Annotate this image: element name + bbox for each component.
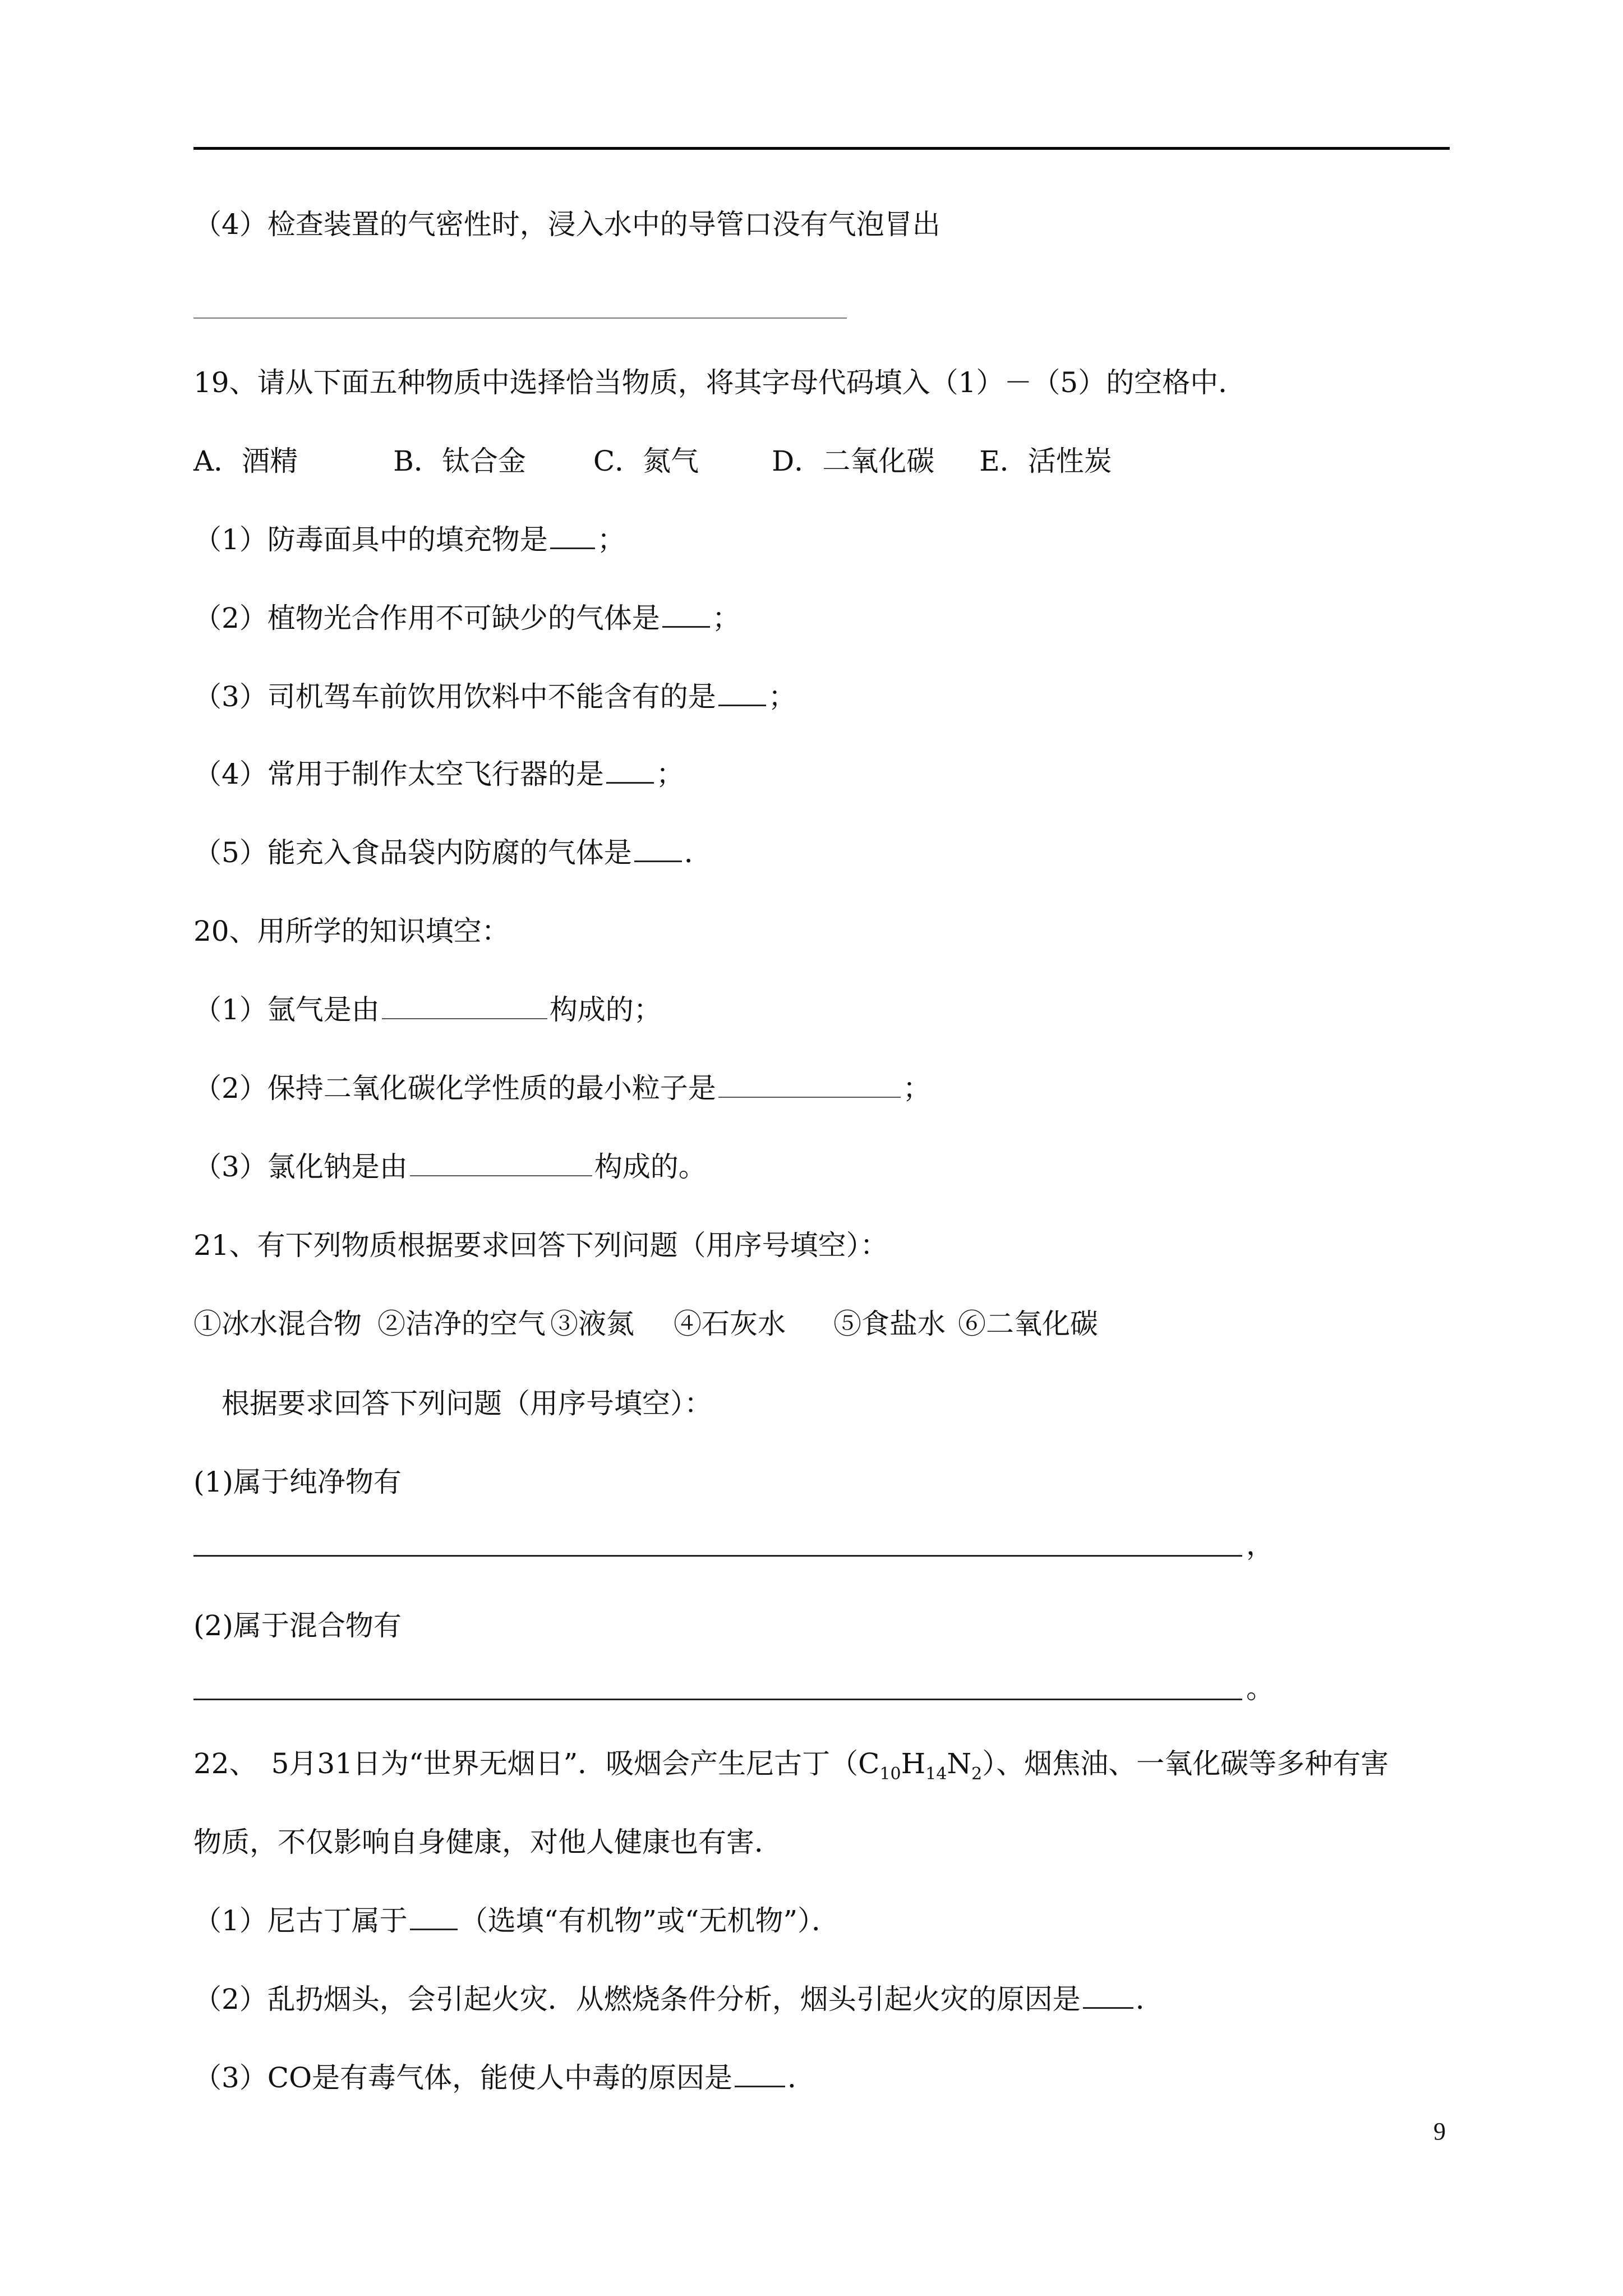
q20-item1-blank[interactable] (382, 992, 547, 1019)
q22-item3-text: （3）CO是有毒气体，能使人中毒的原因是 (193, 2062, 733, 2094)
q22-item2-blank[interactable] (1083, 1981, 1133, 2009)
q21-substance-5: ⑤食盐水 (833, 1308, 946, 1340)
q19-item1-text: （1）防毒面具中的填充物是 (193, 523, 548, 556)
q21-item2-end: 。 (1246, 1672, 1274, 1705)
q19-item3-text: （3）司机驾车前饮用饮料中不能含有的是 (193, 680, 716, 713)
q22-sub-nitrogen: 2 (971, 1764, 983, 1784)
q19-item4-end: ； (656, 758, 684, 790)
q22-item3-blank[interactable] (735, 2060, 785, 2087)
q20-item3-blank[interactable] (410, 1149, 592, 1176)
q19-item3-end: ； (768, 680, 796, 713)
q19-item1-end: ； (597, 523, 625, 556)
q21-item2: (2)属于混合物有 (193, 1609, 402, 1642)
q20-item3-end: 构成的。 (594, 1151, 707, 1183)
header-rule (193, 147, 1450, 150)
q21-item1: (1)属于纯净物有 (193, 1466, 402, 1498)
q18-item4: （4）检查装置的气密性时，浸入水中的导管口没有气泡冒出 (193, 208, 940, 241)
q22-item1-end: （选填“有机物”或“无机物”）． (459, 1904, 840, 1937)
q21-stem: 21、有下列物质根据要求回答下列问题（用序号填空）： (193, 1229, 888, 1262)
q19-item2-text: （2）植物光合作用不可缺少的气体是 (193, 602, 660, 634)
q19-option-e: E．活性炭 (979, 445, 1112, 477)
q19-item5-blank[interactable] (634, 835, 682, 862)
q22-n: N (947, 1747, 972, 1780)
q19-item2 (193, 600, 740, 636)
q20-item2-end: ； (902, 1072, 931, 1105)
q21-substance-3: ③液氮 (550, 1308, 634, 1340)
q20-item3-text: （3）氯化钠是由 (193, 1151, 408, 1183)
q22-sub-hydrogen: 14 (925, 1764, 947, 1784)
q22-stem-a: 22、 5月31日为“世界无烟日”．吸烟会产生尼古丁（C (193, 1747, 880, 1780)
q21-item2-answer-line[interactable] (193, 1699, 1242, 1700)
q20-item2 (193, 1070, 931, 1106)
q19-item5-end: ． (684, 836, 712, 869)
q22-item1-blank[interactable] (410, 1903, 458, 1930)
q20-item2-text: （2）保持二氧化碳化学性质的最小粒子是 (193, 1072, 716, 1105)
q22-stem-line2: 物质，不仅影响自身健康，对他人健康也有害． (193, 1826, 782, 1858)
q19-option-c: C．氮气 (593, 445, 699, 477)
q21-item1-end: ， (1246, 1529, 1274, 1561)
q22-item2 (193, 1981, 1164, 2017)
q22-item2-end: ． (1135, 1983, 1164, 2016)
q22-sub-carbon: 10 (879, 1764, 901, 1784)
q22-item1-text: （1）尼古丁属于 (193, 1904, 408, 1937)
q22-item1 (193, 1903, 840, 1939)
q22-item3 (193, 2060, 815, 2096)
q19-option-d: D．二氧化碳 (772, 445, 935, 477)
q20-item1 (193, 992, 662, 1028)
q22-item3-end: ． (787, 2062, 816, 2094)
q19-stem: 19、请从下面五种物质中选择恰当物质，将其字母代码填入（1）－（5）的空格中． (193, 366, 1247, 399)
q19-item3-blank[interactable] (718, 679, 766, 706)
q22-stem-line1 (193, 1746, 1389, 1782)
q19-item4 (193, 756, 684, 792)
q21-substance-2: ②洁净的空气 (377, 1308, 546, 1340)
q21-instruction: 根据要求回答下列问题（用序号填空）： (222, 1387, 712, 1420)
q19-item2-end: ； (712, 602, 740, 634)
q19-option-b: B．钛合金 (393, 445, 526, 477)
q20-stem: 20、用所学的知识填空： (193, 915, 510, 947)
q19-item1-blank[interactable] (550, 522, 595, 549)
q22-item2-text: （2）乱扔烟头，会引起火灾．从燃烧条件分析，烟头引起火灾的原因是 (193, 1983, 1081, 2016)
q21-substance-6: ⑥二氧化碳 (958, 1308, 1098, 1340)
q19-item4-text: （4）常用于制作太空飞行器的是 (193, 758, 604, 790)
q20-item2-blank[interactable] (718, 1071, 901, 1098)
q21-item1-answer-line[interactable] (193, 1555, 1242, 1557)
q20-item3 (193, 1149, 707, 1185)
q18-answer-line[interactable] (193, 318, 847, 319)
q22-stem-b: ）、烟焦油、一氧化碳等多种有害 (982, 1747, 1389, 1780)
q19-item5 (193, 835, 712, 871)
q19-options (193, 443, 1112, 479)
q19-item3 (193, 679, 796, 715)
q21-substance-1: ①冰水混合物 (193, 1308, 362, 1340)
q19-item1 (193, 522, 625, 558)
q19-item4-blank[interactable] (606, 756, 654, 784)
q19-item2-blank[interactable] (662, 600, 710, 628)
q19-option-a: A．酒精 (193, 445, 298, 477)
page-number: 9 (1433, 2118, 1446, 2145)
q19-item5-text: （5）能充入食品袋内防腐的气体是 (193, 836, 632, 869)
q21-substance-4: ④石灰水 (674, 1308, 786, 1340)
q20-item1-end: 构成的； (549, 993, 662, 1026)
q21-substances (193, 1306, 1098, 1342)
q22-h: H (901, 1747, 926, 1780)
q20-item1-text: （1）氩气是由 (193, 993, 380, 1026)
